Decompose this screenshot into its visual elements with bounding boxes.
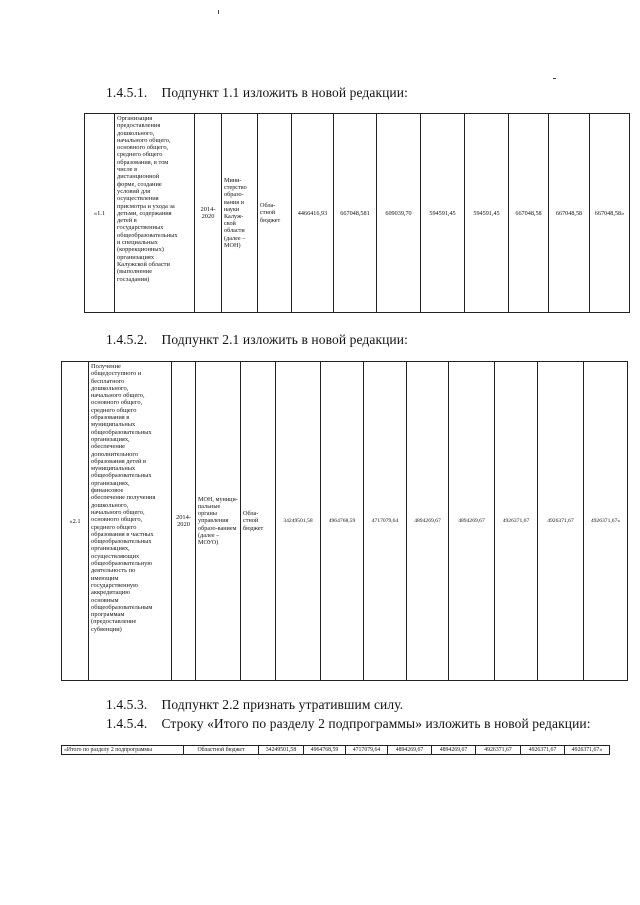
value-2017: 4894269,67 (449, 362, 495, 681)
description-line: общедоступного и (91, 370, 142, 378)
description-line: деятельность по (91, 567, 136, 575)
description-line: муниципальных (91, 421, 136, 429)
value-total: 4466416,93 (292, 114, 334, 313)
description-line: организациях, (91, 545, 130, 553)
description-line: обеспечение (91, 443, 126, 451)
total-label: «Итого по разделу 2 подпрограммы (62, 746, 184, 755)
activity-description (89, 362, 172, 681)
description-line: муниципальных (91, 465, 136, 473)
table-total-section-2 (61, 745, 610, 755)
value-2017: 4894269,67 (432, 746, 476, 755)
value-2017: 594591,45 (465, 114, 509, 313)
heading-1-4-5-1 (106, 85, 408, 101)
description-line: дошкольного, (91, 384, 129, 392)
description-line: детьми, содержания (117, 209, 172, 217)
table-subitem-2-1 (61, 361, 628, 681)
description-line: начального общего, (117, 136, 171, 144)
row-number: «1.1 (85, 114, 115, 313)
value-2014: 4964768,59 (304, 746, 346, 755)
heading-text: Подпункт 1.1 изложить в новой редакции: (161, 85, 408, 100)
description-line: среднего общего (117, 151, 163, 159)
scan-mark (553, 78, 556, 79)
description-line: общеобразовательных (91, 538, 152, 546)
description-line: осуществления (117, 195, 159, 203)
description-line: среднего общего (91, 406, 137, 414)
description-line: и специальных (117, 239, 158, 247)
description-line: присмотра и ухода за (117, 202, 175, 210)
value-2018: 4926371,67 (476, 746, 521, 755)
value-2016: 594591,45 (421, 114, 465, 313)
heading-text: Подпункт 2.2 признать утратившим силу. (161, 697, 404, 712)
value-2019: 4926371,67 (521, 746, 565, 755)
description-line: программам (91, 611, 125, 619)
description-line: осуществляющих (91, 552, 140, 560)
description-line: государственных (117, 224, 164, 232)
value-2015: 609039,70 (377, 114, 421, 313)
executor: МОН, муници-пальные органы управления образо-ванием (далее – МОУО) (196, 362, 241, 681)
value-2015: 4717079,64 (364, 362, 407, 681)
heading-number: 1.4.5.2. (106, 332, 148, 347)
description-line: организациях, (91, 435, 130, 443)
description-line: бесплатного (91, 377, 125, 385)
description-line: дошкольного, (117, 129, 155, 137)
description-line: предоставления (117, 122, 161, 130)
heading-number: 1.4.5.4. (106, 716, 148, 731)
description-line: Организация (117, 115, 153, 122)
value-2015: 4717079,64 (346, 746, 388, 755)
heading-text: Подпункт 2.1 изложить в новой редакции: (161, 332, 408, 347)
funding-source: Обла-стной бюджет (241, 362, 276, 681)
description-line: образования в частных (91, 530, 154, 538)
description-line: общеобразовательных (117, 231, 178, 239)
description-line: обеспечение получения (91, 494, 156, 502)
heading-text: Строку «Итого по разделу 2 подпрограммы» изложить в новой редакции: (161, 716, 591, 731)
description-line: числе в (117, 166, 138, 174)
description-line: имеющим (91, 574, 119, 582)
description-line: (коррекционных) (117, 246, 164, 254)
scan-mark (218, 10, 219, 14)
value-total: 34249501,58 (276, 362, 321, 681)
value-2014: 667048,581 (334, 114, 377, 313)
heading-1-4-5-3 (106, 697, 403, 713)
description-line: среднего общего (91, 523, 137, 531)
period: 2014-2020 (195, 114, 222, 313)
period: 2014-2020 (172, 362, 196, 681)
description-line: (предоставление (91, 618, 137, 626)
value-2020: 667048,58» (590, 114, 630, 313)
executor: Мини-стерство образо-вания и науки Калуж-ской области (далее – МОН) (222, 114, 258, 313)
description-line: Получение (91, 363, 121, 370)
activity-description (115, 114, 195, 313)
description-line: аккредитацию (91, 589, 130, 597)
value-2020: 4926371,67» (565, 746, 610, 755)
description-line: дошкольного, (91, 501, 129, 509)
description-line: начального общего, (91, 392, 145, 400)
value-2016: 4894269,67 (407, 362, 449, 681)
description-line: образования в (91, 414, 130, 422)
heading-1-4-5-2 (106, 332, 408, 348)
value-2016: 4894269,67 (388, 746, 432, 755)
heading-number: 1.4.5.1. (106, 85, 148, 100)
value-total: 34249501,58 (259, 746, 304, 755)
description-line: начального общего, (91, 508, 145, 516)
value-2020: 4926371,67» (584, 362, 628, 681)
description-line: детей в (117, 217, 137, 225)
description-line: (выполнение (117, 268, 153, 276)
value-2018: 667048,58 (509, 114, 549, 313)
description-line: госзадания) (117, 275, 150, 283)
description-line: дополнительного (91, 450, 139, 458)
description-line: форме, создание (117, 180, 162, 188)
description-line: основным (91, 596, 119, 604)
description-line: образования, в том (117, 158, 169, 166)
description-line: организациях (117, 253, 155, 261)
description-line: условий для (117, 187, 151, 195)
funding-source: Обла-стной бюджет (258, 114, 292, 313)
heading-1-4-5-4 (106, 716, 591, 732)
value-2019: 667048,58 (549, 114, 590, 313)
funding-source: Областной бюджет (184, 746, 259, 755)
description-line: общеобразовательным (91, 603, 153, 611)
description-line: образования детей в (91, 457, 147, 465)
description-line: общеобразовательных (91, 472, 152, 480)
description-line: дистанционной (117, 173, 160, 181)
value-2019: 4926371,67 (538, 362, 584, 681)
description-line: общеобразовательную (91, 560, 153, 568)
description-line: основного общего, (91, 399, 143, 407)
value-2014: 4964768,59 (321, 362, 364, 681)
description-line: финансовое (91, 487, 124, 495)
description-line: основного общего, (117, 144, 169, 152)
description-line: организациях, (91, 479, 130, 487)
heading-number: 1.4.5.3. (106, 697, 148, 712)
value-2018: 4926371,67 (495, 362, 538, 681)
description-line: Калужской области (117, 260, 170, 268)
row-number: «2.1 (62, 362, 89, 681)
description-line: общеобразовательных (91, 428, 152, 436)
description-line: государственную (91, 581, 138, 589)
description-line: основного общего, (91, 516, 143, 524)
description-line: субвенции) (91, 625, 122, 633)
table-subitem-1-1 (84, 113, 630, 313)
